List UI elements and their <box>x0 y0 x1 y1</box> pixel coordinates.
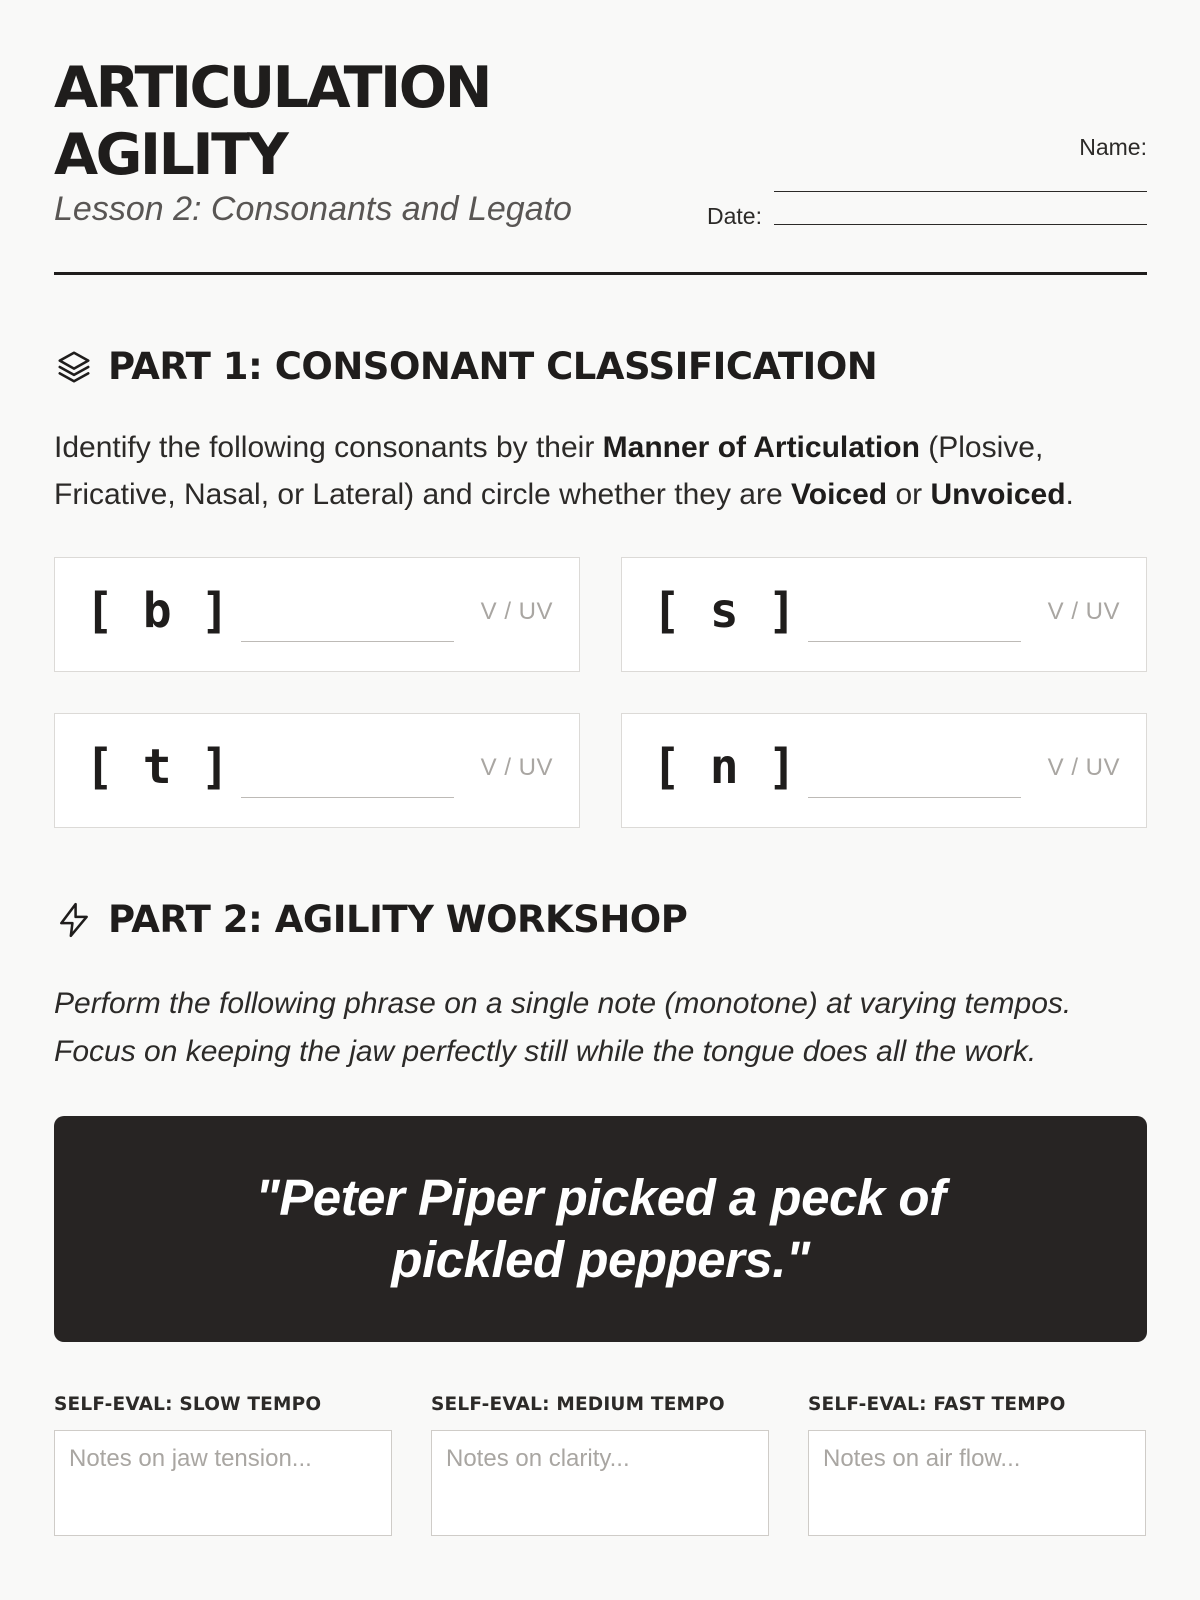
intro-bold-voiced: Voiced <box>790 478 888 511</box>
self-eval-slow <box>54 1394 392 1541</box>
worksheet-header <box>54 0 1147 277</box>
self-eval-section <box>54 1394 1147 1541</box>
part1-heading <box>54 345 877 388</box>
consonant-symbol: [ t ] <box>85 739 230 795</box>
name-label: Name: <box>1079 134 1147 160</box>
voicing-choice[interactable]: V / UV <box>1047 754 1120 781</box>
title-line-2: AGILITY <box>54 122 287 188</box>
self-eval-medium-label: SELF-EVAL: MEDIUM TEMPO <box>431 1394 725 1415</box>
intro-text-3: or <box>887 478 931 511</box>
voicing-choice[interactable]: V / UV <box>480 598 553 625</box>
tongue-twister-panel <box>54 1116 1147 1342</box>
consonant-card-t <box>54 713 580 828</box>
part2-instructions <box>54 980 1147 1076</box>
part1-heading-text: PART 1: CONSONANT CLASSIFICATION <box>108 345 878 388</box>
layers-icon <box>54 347 94 387</box>
voicing-choice[interactable]: V / UV <box>1047 598 1120 625</box>
self-eval-slow-label: SELF-EVAL: SLOW TEMPO <box>54 1394 322 1415</box>
self-eval-fast-notes[interactable] <box>808 1430 1146 1536</box>
intro-text-1: Identify the following consonants by their <box>54 431 603 464</box>
intro-text-4: . <box>1065 478 1074 511</box>
self-eval-fast-label: SELF-EVAL: FAST TEMPO <box>808 1394 1066 1415</box>
consonant-card-s <box>621 557 1147 672</box>
consonant-card-n <box>621 713 1147 828</box>
consonant-card-b <box>54 557 580 672</box>
voicing-choice[interactable]: V / UV <box>480 754 553 781</box>
title-line-1: ARTICULATION <box>54 55 490 121</box>
manner-answer-line[interactable] <box>808 641 1021 642</box>
part2-heading <box>54 898 687 941</box>
lesson-subtitle: Lesson 2: Consonants and Legato <box>54 190 572 228</box>
part2-instructions-line1: Perform the following phrase on a single note (monotone) at varying tempos. <box>54 987 1072 1020</box>
manner-answer-line[interactable] <box>808 797 1021 798</box>
part1-instructions <box>54 424 1147 518</box>
manner-answer-line[interactable] <box>241 641 454 642</box>
self-eval-fast <box>808 1394 1146 1541</box>
self-eval-slow-notes[interactable] <box>54 1430 392 1536</box>
consonant-symbol: [ b ] <box>85 583 230 639</box>
self-eval-medium-notes[interactable] <box>431 1430 769 1536</box>
worksheet-page <box>54 0 1147 1415</box>
intro-text-2: (Plosive, Fricative, Nasal, or Lateral) and circle whether they are <box>54 431 1044 511</box>
header-divider <box>54 272 1147 275</box>
date-field[interactable] <box>774 224 1147 225</box>
manner-answer-line[interactable] <box>241 797 454 798</box>
page-title <box>54 55 614 189</box>
date-label: Date: <box>707 203 762 229</box>
part2-instructions-line2: Focus on keeping the jaw perfectly still while the tongue does all the work. <box>54 1035 1037 1068</box>
consonant-symbol: [ s ] <box>652 583 797 639</box>
intro-bold-manner: Manner of Articulation <box>602 431 920 464</box>
tongue-twister-phrase: "Peter Piper picked a peck of pickled peppers." <box>255 1169 946 1288</box>
consonant-cards <box>54 557 1147 828</box>
intro-bold-unvoiced: Unvoiced <box>930 478 1066 511</box>
consonant-symbol: [ n ] <box>652 739 797 795</box>
self-eval-medium <box>431 1394 769 1541</box>
name-field[interactable] <box>774 191 1147 192</box>
lightning-icon <box>54 900 94 940</box>
part2-heading-text: PART 2: AGILITY WORKSHOP <box>108 898 688 941</box>
